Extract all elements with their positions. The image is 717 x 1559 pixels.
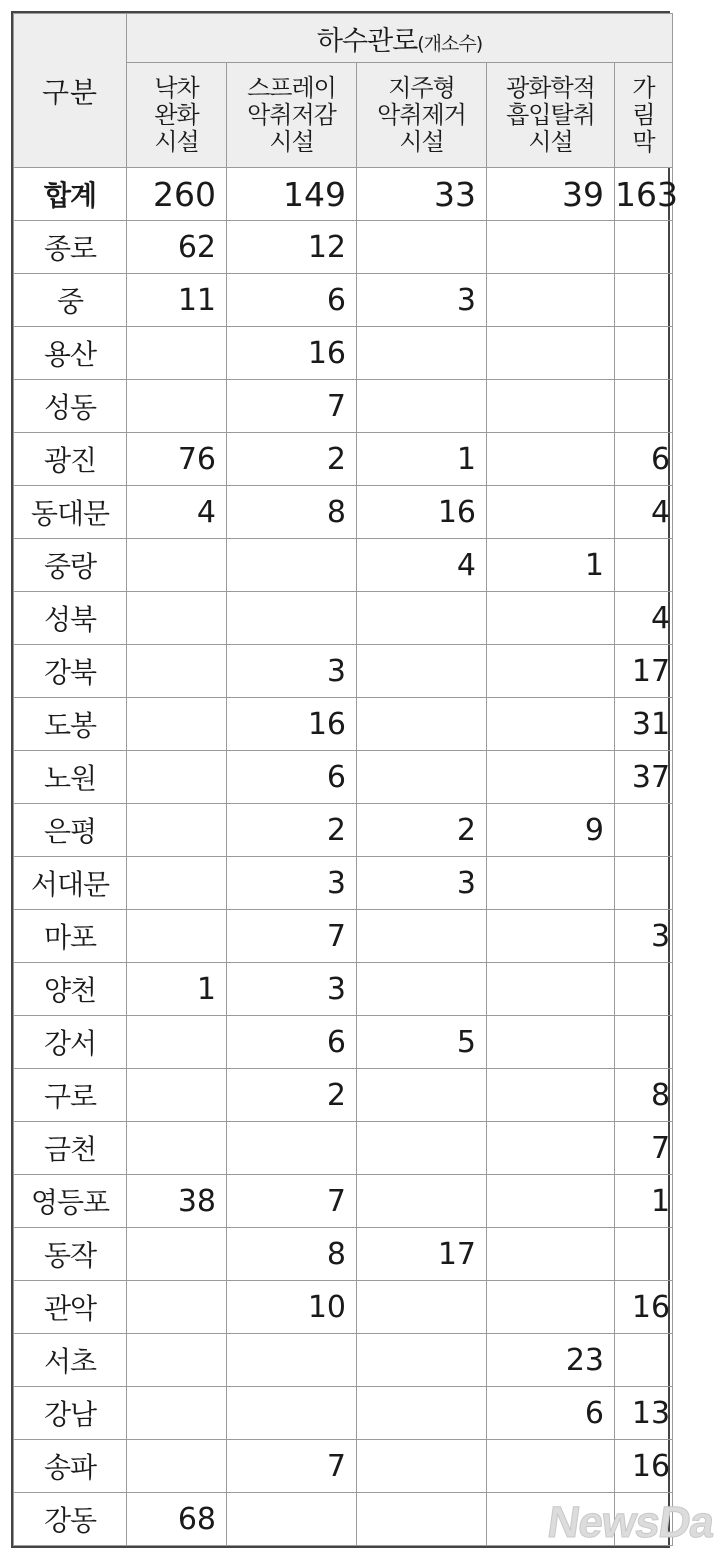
column-header: 스프레이 악취저감 시설 <box>227 63 357 168</box>
table-row <box>14 1228 673 1281</box>
value-cell <box>487 1281 615 1334</box>
value-cell <box>615 1016 673 1069</box>
value-cell <box>487 592 615 645</box>
district-name: 양천 <box>14 963 127 1016</box>
total-row <box>14 168 673 221</box>
value-cell <box>615 221 673 274</box>
value-cell: 4 <box>357 539 487 592</box>
value-cell <box>127 592 227 645</box>
district-name: 노원 <box>14 751 127 804</box>
district-name: 강서 <box>14 1016 127 1069</box>
column-header: 가 림 막 <box>615 63 673 168</box>
table-row <box>14 1281 673 1334</box>
district-name: 동작 <box>14 1228 127 1281</box>
value-cell <box>487 1069 615 1122</box>
value-cell: 260 <box>127 168 227 221</box>
district-name: 구로 <box>14 1069 127 1122</box>
district-name: 동대문 <box>14 486 127 539</box>
table-row <box>14 1440 673 1493</box>
value-cell: 8 <box>615 1069 673 1122</box>
table-row <box>14 380 673 433</box>
table-row <box>14 1122 673 1175</box>
value-cell: 2 <box>357 804 487 857</box>
district-name: 성북 <box>14 592 127 645</box>
value-cell <box>127 1122 227 1175</box>
value-cell <box>227 539 357 592</box>
district-name: 금천 <box>14 1122 127 1175</box>
value-cell <box>615 380 673 433</box>
value-cell <box>487 380 615 433</box>
value-cell: 7 <box>227 1175 357 1228</box>
value-cell <box>487 645 615 698</box>
value-cell <box>357 1387 487 1440</box>
value-cell: 13 <box>615 1387 673 1440</box>
value-cell <box>127 1440 227 1493</box>
column-header: 지주형 악취제거 시설 <box>357 63 487 168</box>
value-cell: 6 <box>615 433 673 486</box>
value-cell <box>357 910 487 963</box>
district-name: 광진 <box>14 433 127 486</box>
table-row <box>14 221 673 274</box>
value-cell: 16 <box>615 1440 673 1493</box>
district-name: 도봉 <box>14 698 127 751</box>
group-header <box>127 14 673 63</box>
group-label: 하수관로 <box>316 25 418 57</box>
district-name: 종로 <box>14 221 127 274</box>
value-cell <box>487 1122 615 1175</box>
value-cell: 37 <box>615 751 673 804</box>
value-cell: 11 <box>127 274 227 327</box>
value-cell: 16 <box>227 327 357 380</box>
value-cell <box>357 221 487 274</box>
value-cell: 12 <box>227 221 357 274</box>
table-row <box>14 698 673 751</box>
value-cell: 9 <box>487 804 615 857</box>
value-cell <box>615 327 673 380</box>
value-cell: 6 <box>487 1387 615 1440</box>
district-name: 은평 <box>14 804 127 857</box>
value-cell <box>357 1175 487 1228</box>
value-cell: 1 <box>615 1175 673 1228</box>
value-cell <box>227 1493 357 1546</box>
value-cell <box>487 751 615 804</box>
table-row <box>14 910 673 963</box>
table-row <box>14 274 673 327</box>
value-cell <box>127 327 227 380</box>
value-cell: 3 <box>357 274 487 327</box>
table-body <box>14 168 678 1546</box>
value-cell <box>615 1334 673 1387</box>
district-name: 성동 <box>14 380 127 433</box>
table-row <box>14 327 673 380</box>
table-row <box>14 645 673 698</box>
value-cell <box>487 221 615 274</box>
value-cell <box>615 539 673 592</box>
district-name: 강동 <box>14 1493 127 1546</box>
value-cell: 6 <box>227 1016 357 1069</box>
value-cell <box>357 1493 487 1546</box>
value-cell: 16 <box>357 486 487 539</box>
value-cell: 7 <box>615 1122 673 1175</box>
value-cell <box>615 274 673 327</box>
value-cell: 4 <box>615 592 673 645</box>
value-cell: 6 <box>227 751 357 804</box>
value-cell: 7 <box>227 1440 357 1493</box>
value-cell <box>487 910 615 963</box>
value-cell: 1 <box>127 963 227 1016</box>
row-label-header: 구분 <box>14 14 127 168</box>
value-cell: 2 <box>227 1069 357 1122</box>
value-cell <box>487 1228 615 1281</box>
value-cell: 2 <box>227 804 357 857</box>
value-cell <box>127 1281 227 1334</box>
value-cell <box>357 380 487 433</box>
table-row <box>14 1016 673 1069</box>
value-cell: 5 <box>357 1016 487 1069</box>
value-cell: 17 <box>357 1228 487 1281</box>
value-cell <box>357 698 487 751</box>
value-cell <box>615 963 673 1016</box>
value-cell <box>127 1016 227 1069</box>
value-cell <box>227 1387 357 1440</box>
value-cell: 16 <box>615 1281 673 1334</box>
value-cell <box>487 698 615 751</box>
value-cell: 39 <box>487 168 615 221</box>
value-cell <box>357 1334 487 1387</box>
table-row <box>14 592 673 645</box>
value-cell: 31 <box>615 698 673 751</box>
table-row <box>14 486 673 539</box>
value-cell: 33 <box>357 168 487 221</box>
value-cell <box>357 963 487 1016</box>
value-cell: 8 <box>227 486 357 539</box>
value-cell: 163 <box>615 168 673 221</box>
column-header: 낙차 완화 시설 <box>127 63 227 168</box>
value-cell: 4 <box>127 486 227 539</box>
district-name: 중랑 <box>14 539 127 592</box>
value-cell: 2 <box>227 433 357 486</box>
table-row <box>14 539 673 592</box>
table-row <box>14 751 673 804</box>
value-cell: 1 <box>487 539 615 592</box>
value-cell <box>615 857 673 910</box>
value-cell <box>127 804 227 857</box>
value-cell: 23 <box>487 1334 615 1387</box>
value-cell: 10 <box>227 1281 357 1334</box>
value-cell <box>487 963 615 1016</box>
value-cell <box>127 857 227 910</box>
value-cell: 68 <box>127 1493 227 1546</box>
value-cell <box>487 1016 615 1069</box>
data-table-frame <box>11 11 678 1548</box>
value-cell: 8 <box>227 1228 357 1281</box>
value-cell: 3 <box>615 910 673 963</box>
table-row <box>14 1387 673 1440</box>
value-cell <box>357 327 487 380</box>
newsda-watermark: NewsDa <box>544 1498 717 1547</box>
value-cell <box>127 698 227 751</box>
table-row <box>14 804 673 857</box>
value-cell <box>227 1334 357 1387</box>
value-cell <box>487 857 615 910</box>
value-cell: 7 <box>227 910 357 963</box>
value-cell: 16 <box>227 698 357 751</box>
value-cell <box>127 1069 227 1122</box>
district-name: 관악 <box>14 1281 127 1334</box>
value-cell <box>127 645 227 698</box>
district-name: 영등포 <box>14 1175 127 1228</box>
value-cell: 1 <box>357 433 487 486</box>
value-cell: 3 <box>357 857 487 910</box>
value-cell <box>615 804 673 857</box>
value-cell <box>357 1069 487 1122</box>
value-cell <box>357 645 487 698</box>
value-cell <box>127 1334 227 1387</box>
value-cell <box>127 1387 227 1440</box>
table-row <box>14 857 673 910</box>
value-cell <box>487 433 615 486</box>
value-cell <box>357 592 487 645</box>
value-cell: 4 <box>615 486 673 539</box>
value-cell <box>127 539 227 592</box>
value-cell <box>487 1175 615 1228</box>
value-cell <box>127 751 227 804</box>
district-name: 송파 <box>14 1440 127 1493</box>
value-cell <box>615 1228 673 1281</box>
value-cell <box>357 1281 487 1334</box>
value-cell: 3 <box>227 645 357 698</box>
value-cell <box>127 910 227 963</box>
value-cell <box>487 274 615 327</box>
value-cell: 62 <box>127 221 227 274</box>
data-table <box>13 13 678 1546</box>
district-name: 서대문 <box>14 857 127 910</box>
district-name: 합계 <box>14 168 127 221</box>
district-name: 마포 <box>14 910 127 963</box>
value-cell: 7 <box>227 380 357 433</box>
table-row <box>14 963 673 1016</box>
district-name: 서초 <box>14 1334 127 1387</box>
value-cell: 6 <box>227 274 357 327</box>
value-cell: 3 <box>227 963 357 1016</box>
value-cell: 17 <box>615 645 673 698</box>
value-cell: 149 <box>227 168 357 221</box>
value-cell <box>487 486 615 539</box>
table-header <box>14 14 673 168</box>
value-cell: 76 <box>127 433 227 486</box>
value-cell <box>357 1440 487 1493</box>
value-cell <box>227 592 357 645</box>
value-cell <box>487 1440 615 1493</box>
district-name: 강남 <box>14 1387 127 1440</box>
table-row <box>14 1334 673 1387</box>
value-cell <box>357 1122 487 1175</box>
group-unit: (개소수) <box>417 32 483 55</box>
value-cell <box>487 327 615 380</box>
district-name: 강북 <box>14 645 127 698</box>
district-name: 중 <box>14 274 127 327</box>
table-row <box>14 433 673 486</box>
value-cell: 3 <box>227 857 357 910</box>
table-row <box>14 1175 673 1228</box>
column-header: 광화학적 흡입탈취 시설 <box>487 63 615 168</box>
value-cell <box>357 751 487 804</box>
value-cell <box>127 1228 227 1281</box>
district-name: 용산 <box>14 327 127 380</box>
table-row <box>14 1069 673 1122</box>
value-cell <box>127 380 227 433</box>
value-cell <box>227 1122 357 1175</box>
value-cell: 38 <box>127 1175 227 1228</box>
